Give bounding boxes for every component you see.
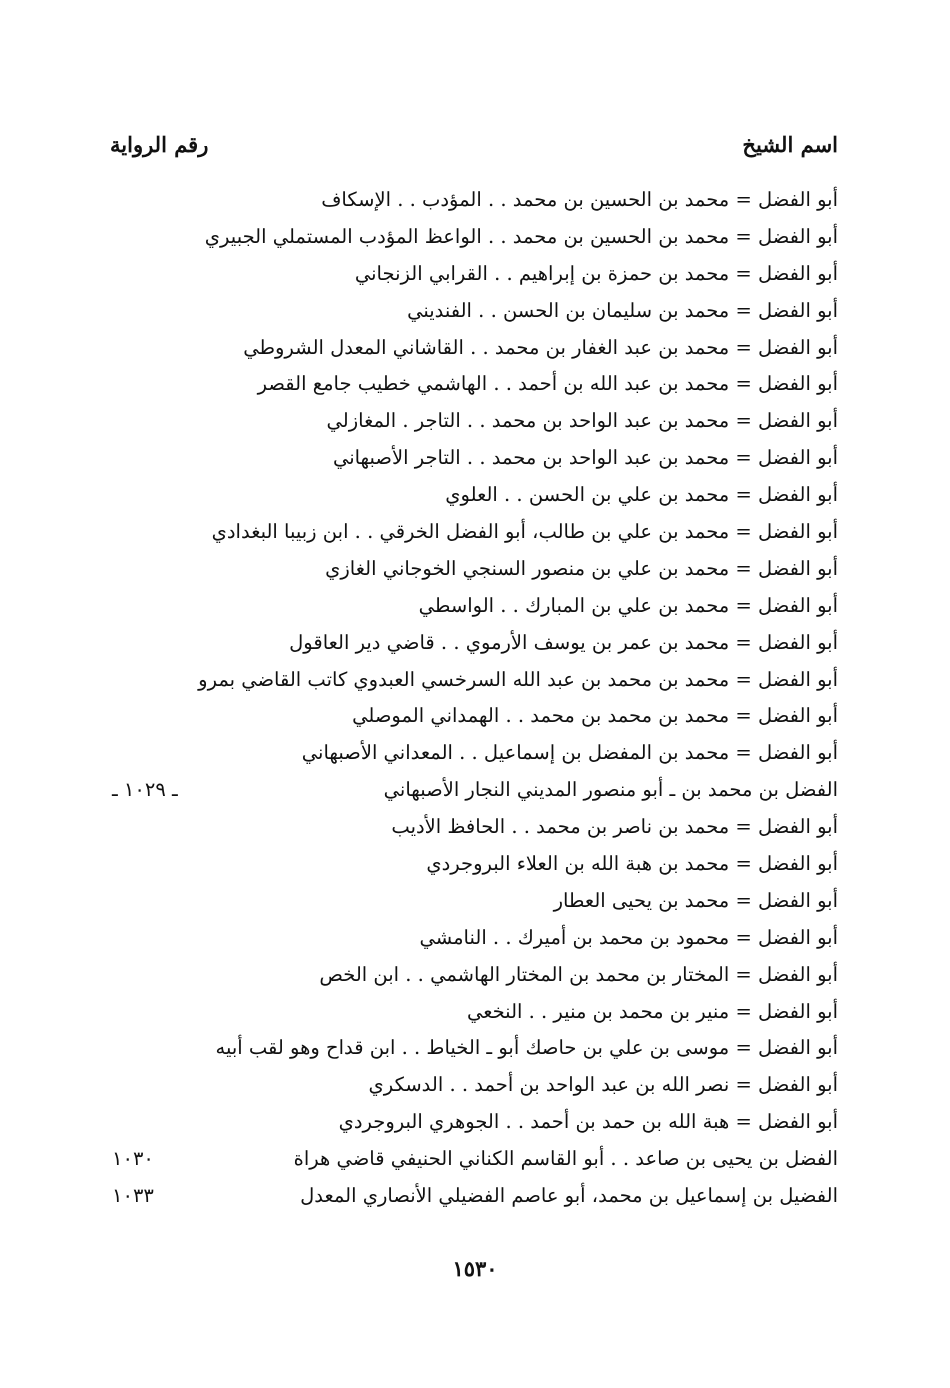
list-item (100, 477, 838, 514)
list-item (100, 994, 838, 1031)
list-item (100, 1104, 838, 1141)
column-header (110, 132, 838, 168)
list-item (100, 625, 838, 662)
entry-text: أبو الفضل = نصر الله بن عبد الواحد بن أحمد . . الدسكري (368, 1073, 838, 1097)
list-item (100, 551, 838, 588)
entry-text: أبو الفضل = محمد بن عبد الواحد بن محمد . . التاجر الأصبهاني (332, 446, 838, 470)
list-item (100, 330, 838, 367)
entry-text: أبو الفضل = موسى بن علي بن حاصك أبو ـ الخياط . . ابن قداح وهو لقب أبيه (215, 1036, 838, 1060)
list-item (100, 588, 838, 625)
list-item (100, 1067, 838, 1104)
list-item (100, 182, 838, 219)
entry-text: أبو الفضل = هبة الله بن حمد بن أحمد . . الجوهري البروجردي (338, 1110, 838, 1134)
list-item (100, 403, 838, 440)
narration-number: ١٠٣٣ (112, 1184, 154, 1208)
narration-number: ١٠٣٠ (112, 1147, 154, 1171)
list-item (100, 256, 838, 293)
entry-text: أبو الفضل = محمد بن علي بن منصور السنجي الخوجاني الغازي (325, 556, 838, 580)
list-item (100, 366, 838, 403)
narration-number-heading: رقم الرواية (110, 132, 209, 157)
list-item (100, 662, 838, 699)
list-item (100, 957, 838, 994)
entry-text: أبو الفضل = محمد بن محمد بن عبد الله السرخسي العبدوي كاتب القاضي بمرو (198, 667, 838, 691)
entry-text: أبو الفضل = محمد بن حمزة بن إبراهيم . . القرابي الزنجاني (354, 261, 838, 285)
entry-text: أبو الفضل = محمد بن المفضل بن إسماعيل . . المعداني الأصبهاني (301, 741, 838, 765)
list-item (100, 293, 838, 330)
list-item (100, 1141, 838, 1178)
page-number: ١٥٣٠ (452, 1256, 498, 1281)
entry-text: أبو الفضل = محمد بن علي بن الحسن . . العلوي (445, 483, 838, 507)
entry-text: أبو الفضل = محمد بن عبد الله بن أحمد . . الهاشمي خطيب جامع القصر (257, 372, 838, 396)
entry-text: أبو الفضل = محمد بن الحسين بن محمد . . الواعظ المؤدب المستملي الجبيري (204, 224, 838, 248)
list-item (100, 440, 838, 477)
list-item (100, 883, 838, 920)
list-item (100, 809, 838, 846)
entry-text: أبو الفضل = محمد بن محمد بن محمد . . الهمداني الموصلي (352, 704, 838, 728)
list-item (100, 772, 838, 809)
entry-text: أبو الفضل = محمد بن يحيى العطار (553, 888, 838, 912)
entries-list (100, 182, 838, 1215)
list-item (100, 698, 838, 735)
entry-text: أبو الفضل = محمد بن علي بن المبارك . . الواسطي (418, 593, 838, 617)
entry-text: أبو الفضل = محمود بن محمد بن أميرك . . النامشي (419, 925, 838, 949)
entry-text: الفضل بن يحيى بن صاعد . . أبو القاسم الكناني الحنيفي قاضي هراة (293, 1147, 838, 1171)
list-item (100, 846, 838, 883)
entry-text: الفضيل بن إسماعيل بن محمد، أبو عاصم الفضيلي الأنصاري المعدل (300, 1184, 838, 1208)
entry-text: أبو الفضل = محمد بن علي بن طالب، أبو الفضل الخرقي . . ابن زبيبا البغدادي (211, 520, 838, 544)
narration-number: ـ ١٠٢٩ ـ (112, 778, 178, 802)
entry-text: أبو الفضل = محمد بن الحسين بن محمد . . المؤدب . . الإسكاف (321, 188, 838, 211)
entry-text: أبو الفضل = المختار بن محمد بن المختار الهاشمي . . ابن الخص (319, 962, 838, 986)
entry-text: أبو الفضل = منير بن محمد بن منير . . النخعي (466, 999, 838, 1023)
list-item (100, 920, 838, 957)
entry-text: أبو الفضل = محمد بن ناصر بن محمد . . الحافظ الأديب (391, 815, 838, 839)
list-item (100, 514, 838, 551)
entry-text: أبو الفضل = محمد بن عمر بن يوسف الأرموي . . قاضي دير العاقول (289, 630, 838, 654)
entry-text: أبو الفضل = محمد بن عبد الواحد بن محمد . . التاجر . المغازلي (326, 409, 838, 433)
entry-text: الفضل بن محمد بن ـ أبو منصور المديني النجار الأصبهاني (383, 778, 838, 802)
entry-text: أبو الفضل = محمد بن عبد الغفار بن محمد . . القاشاني المعدل الشروطي (243, 335, 838, 359)
entry-text: أبو الفضل = محمد بن هبة الله بن العلاء البروجردي (426, 852, 838, 876)
sheikh-name-heading: اسم الشيخ (742, 132, 838, 157)
list-item (100, 1030, 838, 1067)
list-item (100, 1178, 838, 1215)
entry-text: أبو الفضل = محمد بن سليمان بن الحسن . . الفنديني (407, 298, 838, 322)
list-item (100, 735, 838, 772)
list-item (100, 219, 838, 256)
